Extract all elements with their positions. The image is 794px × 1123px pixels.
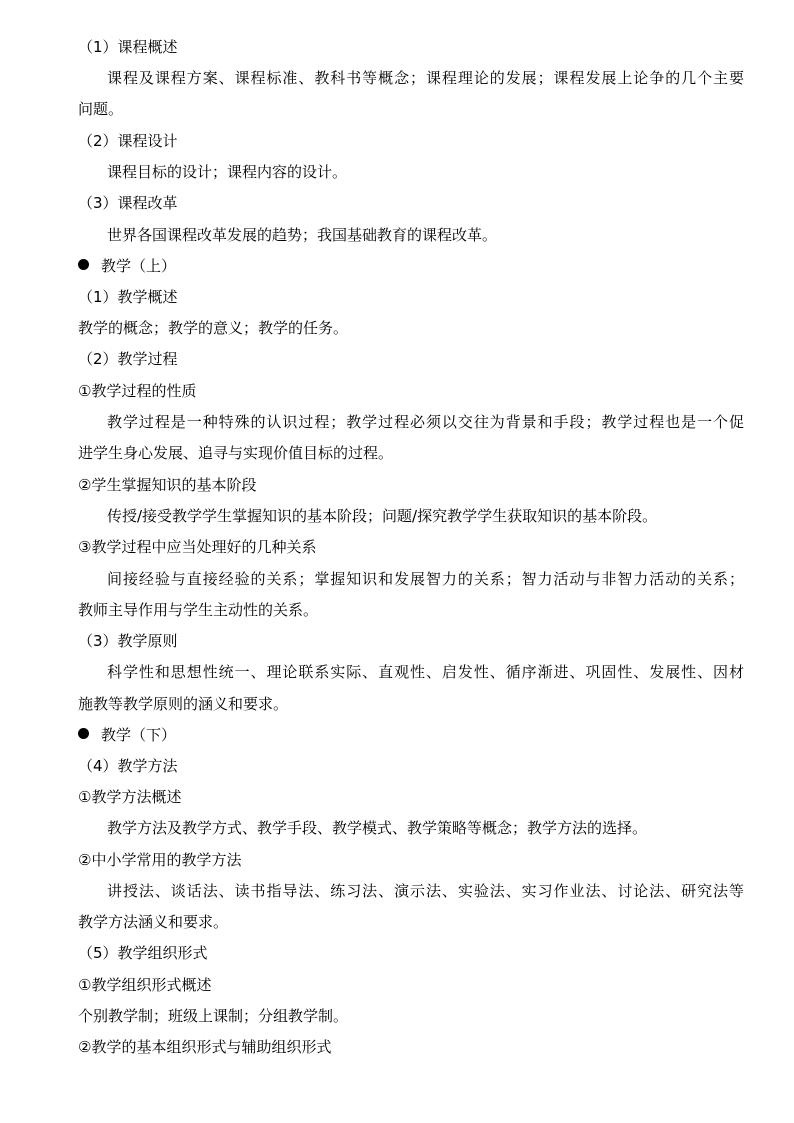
subheading-common-methods: ②中小学常用的教学方法 [78, 851, 242, 869]
paragraph-line: 传授/接受教学学生掌握知识的基本阶段；问题/探究教学学生获取知识的基本阶段。 [107, 507, 658, 525]
subheading-methods-overview: ①教学方法概述 [78, 788, 182, 806]
paragraph-line: 教学方法涵义和要求。 [78, 913, 229, 931]
bullet-icon [78, 728, 89, 739]
bullet-icon [78, 259, 89, 270]
subheading-forms-overview: ①教学组织形式概述 [78, 976, 212, 994]
subheading-relations: ③教学过程中应当处理好的几种关系 [78, 538, 317, 556]
heading-teaching-overview: （1）教学概述 [78, 288, 178, 306]
subheading-basic-forms: ②教学的基本组织形式与辅助组织形式 [78, 1038, 332, 1056]
paragraph-line: 问题。 [78, 100, 124, 118]
paragraph-line: 进学生身心发展、追寻与实现价值目标的过程。 [78, 444, 394, 462]
paragraph-line: 讲授法、谈话法、读书指导法、练习法、演示法、实验法、实习作业法、讨论法、研究法等 [107, 882, 744, 900]
paragraph-line: 教学方法及教学方式、教学手段、教学模式、教学策略等概念；教学方法的选择。 [107, 819, 648, 837]
paragraph-line: 教学的概念；教学的意义；教学的任务。 [78, 319, 349, 337]
paragraph-line: 施教等教学原则的涵义和要求。 [78, 695, 289, 713]
paragraph-line: 间接经验与直接经验的关系；掌握知识和发展智力的关系；智力活动与非智力活动的关系； [107, 570, 744, 588]
paragraph-line: 课程目标的设计；课程内容的设计。 [107, 163, 348, 181]
paragraph-line: 教学过程是一种特殊的认识过程；教学过程必须以交往为背景和手段；教学过程也是一个促 [107, 413, 744, 431]
bullet-label: 教学（上） [101, 257, 177, 275]
heading-course-reform: （3）课程改革 [78, 194, 178, 212]
heading-teaching-process: （2）教学过程 [78, 350, 178, 368]
heading-organization-forms: （5）教学组织形式 [78, 944, 208, 962]
bullet-label: 教学（下） [101, 726, 177, 744]
bullet-teaching-part2 [78, 720, 744, 751]
paragraph-line: 教师主导作用与学生主动性的关系。 [78, 601, 319, 619]
paragraph-line: 个别教学制；班级上课制；分组教学制。 [78, 1007, 349, 1025]
heading-teaching-principles: （3）教学原则 [78, 632, 178, 650]
paragraph-line: 科学性和思想性统一、理论联系实际、直观性、启发性、循序渐进、巩固性、发展性、因材 [107, 663, 744, 681]
heading-course-design: （2）课程设计 [78, 132, 178, 150]
subheading-knowledge-stages: ②学生掌握知识的基本阶段 [78, 476, 257, 494]
subheading-process-nature: ①教学过程的性质 [78, 382, 197, 400]
paragraph-line: 世界各国课程改革发展的趋势；我国基础教育的课程改革。 [107, 226, 498, 244]
heading-course-overview: （1）课程概述 [78, 38, 178, 56]
heading-teaching-methods: （4）教学方法 [78, 757, 178, 775]
paragraph-line: 课程及课程方案、课程标准、教科书等概念；课程理论的发展；课程发展上论争的几个主要 [107, 69, 744, 87]
bullet-teaching-part1 [78, 251, 744, 282]
